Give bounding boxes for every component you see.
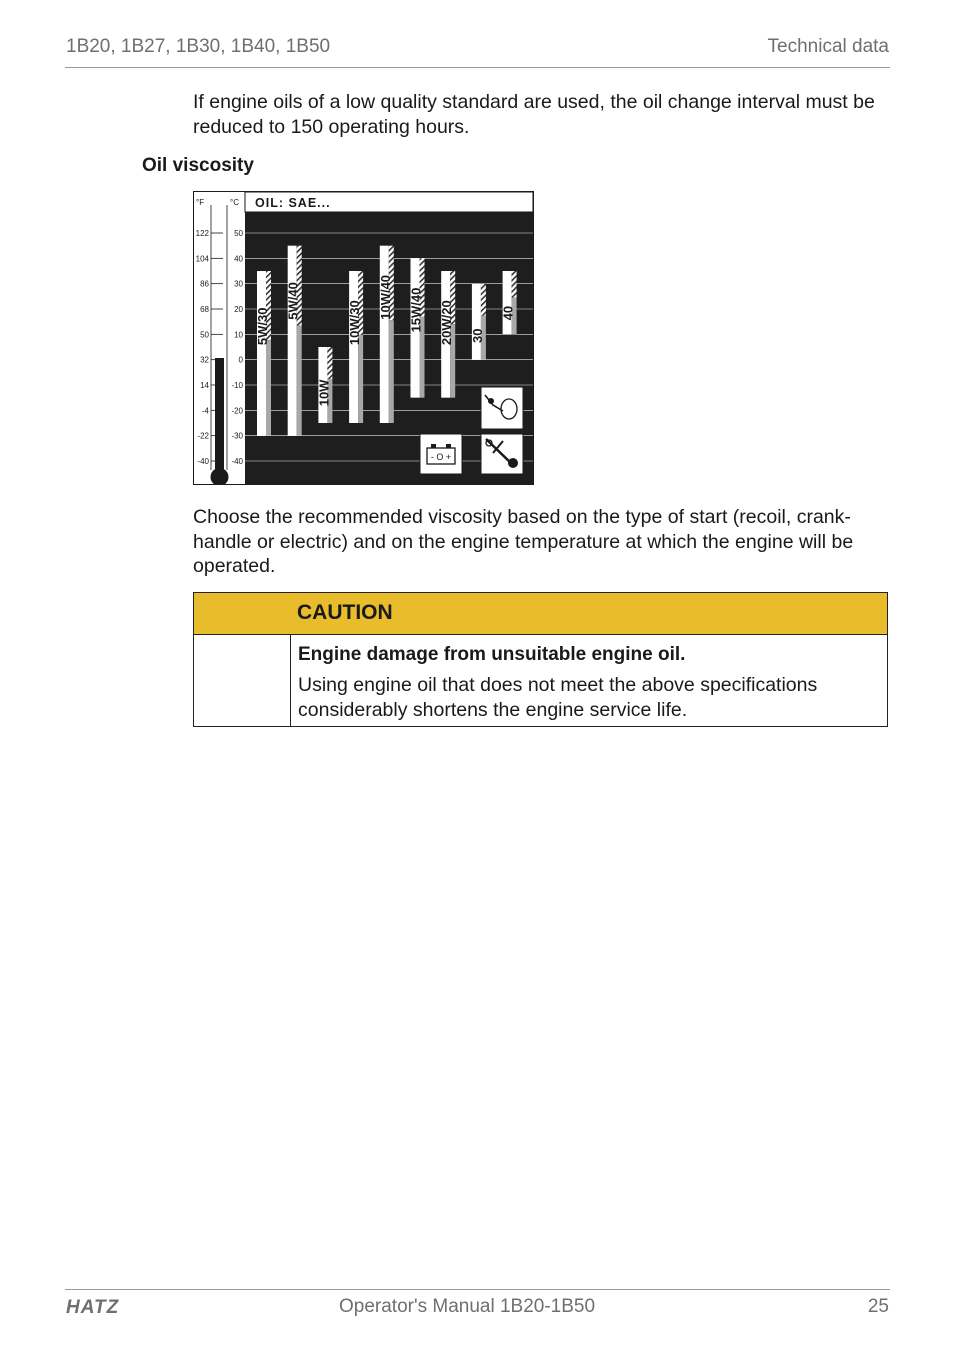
grade-label: 40 <box>500 305 516 321</box>
footer-rule <box>65 1289 890 1290</box>
explanation-paragraph: Choose the recommended viscosity based on the type of start (recoil, crank-handle or electric) and on the engine temperature at which the engine will be operated. <box>193 506 854 577</box>
grade-label: 10W/30 <box>347 300 363 346</box>
celsius-tick-label: 20 <box>234 305 243 314</box>
celsius-tick-label: 0 <box>238 355 243 365</box>
grade-label: 10W/40 <box>377 274 393 320</box>
header-rule <box>65 67 890 68</box>
grade-label: 30 <box>469 328 485 343</box>
caution-divider <box>290 634 291 726</box>
caution-box <box>193 592 888 727</box>
caution-header <box>194 593 887 635</box>
grade-label: 20W/20 <box>439 300 455 346</box>
header-section: Technical data <box>767 36 889 57</box>
fahrenheit-axis-label: °F <box>196 198 205 207</box>
header-models: 1B20, 1B27, 1B30, 1B40, 1B50 <box>66 36 331 57</box>
fahrenheit-tick-label: 86 <box>200 279 209 289</box>
fahrenheit-tick-label: -40 <box>197 457 209 466</box>
celsius-tick-label: -20 <box>231 406 243 416</box>
fahrenheit-tick-label: 14 <box>200 381 209 390</box>
footer-logo: HATZ <box>66 1297 120 1318</box>
section-title-oil-viscosity: Oil viscosity <box>142 155 254 176</box>
fahrenheit-tick-label: -22 <box>197 431 209 441</box>
grade-label: 5W/30 <box>255 307 270 346</box>
grade-label: 10W <box>316 379 332 407</box>
grade-bar <box>472 284 481 360</box>
grade-bar-range <box>266 340 271 436</box>
celsius-tick-label: -30 <box>231 431 243 441</box>
battery-icon-label: - O + <box>430 452 452 462</box>
caution-text: Using engine oil that does not meet the above specifications considerably shortens the engine service life. <box>298 674 818 721</box>
chart-title: OIL: SAE... <box>255 196 331 210</box>
grade-bar-hatch <box>512 271 517 298</box>
thermometer-column <box>215 358 224 470</box>
grade-bar <box>288 246 297 436</box>
fahrenheit-tick-label: 68 <box>200 305 209 314</box>
grade-bar-range <box>297 325 302 435</box>
oil-viscosity-chart <box>193 191 534 485</box>
celsius-tick-label: -40 <box>231 457 243 466</box>
celsius-tick-label: 30 <box>234 279 243 289</box>
grade-bar-range <box>389 320 394 423</box>
fahrenheit-tick-label: 122 <box>195 229 209 238</box>
grade-label: 5W/40 <box>285 282 301 320</box>
fahrenheit-tick-label: 104 <box>195 254 209 264</box>
celsius-tick-label: 50 <box>234 229 243 238</box>
fahrenheit-tick-label: -4 <box>201 406 209 416</box>
crank-start-icon <box>481 434 523 474</box>
grade-bar <box>257 271 266 436</box>
caution-title: CAUTION <box>297 601 393 624</box>
celsius-tick-label: 40 <box>234 254 243 264</box>
grade-bar <box>380 246 389 423</box>
caution-heading: Engine damage from unsuitable engine oil. <box>298 644 686 665</box>
footer-manual-title: Operator's Manual 1B20-1B50 <box>339 1296 596 1317</box>
electric-start-icon <box>420 434 462 474</box>
fahrenheit-tick-label: 50 <box>200 330 209 340</box>
grade-bar-range <box>358 335 363 423</box>
grade-bar <box>503 271 512 334</box>
fahrenheit-tick-label: 32 <box>200 355 209 365</box>
celsius-tick-label: -10 <box>231 381 243 390</box>
grade-bar <box>349 271 358 423</box>
intro-paragraph: If engine oils of a low quality standard are used, the oil change interval must be reduced to 150 operating hours. <box>193 91 875 138</box>
grade-label: 15W/40 <box>408 287 424 333</box>
grade-bar-hatch <box>327 347 332 379</box>
recoil-start-icon <box>481 387 523 429</box>
celsius-tick-label: 10 <box>234 330 243 340</box>
footer-page-number: 25 <box>867 1296 889 1317</box>
celsius-axis-label: °C <box>230 198 239 207</box>
grade-bar-hatch <box>481 284 486 316</box>
